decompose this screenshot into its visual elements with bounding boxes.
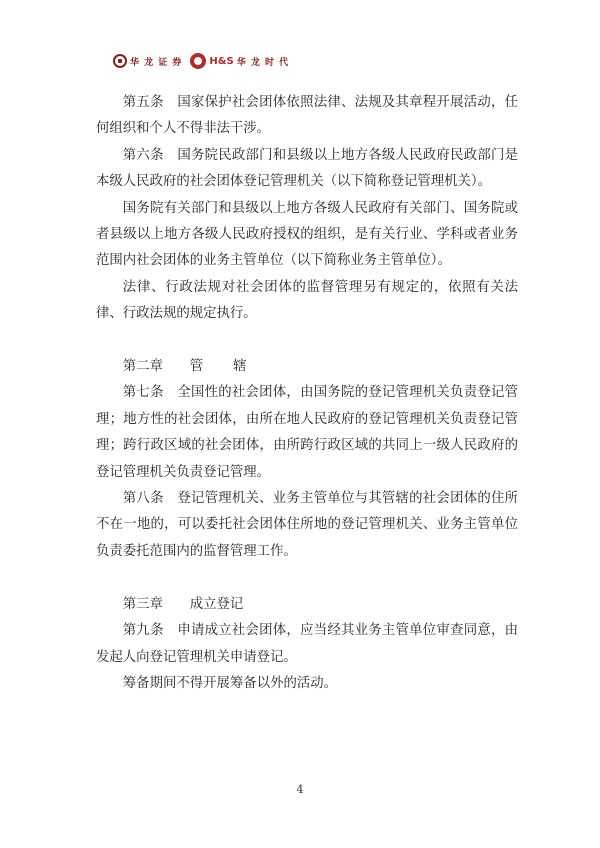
chapter-2-title-b: 辖 (233, 359, 247, 375)
article-6-para-2: 国务院有关部门和县级以上地方各级人民政府有关部门、国务院或者县级以上地方各级人民政府授权的组织，是有关行业、学科或者业务范围内社会团体的业务主管单位（以下简称业务主管单位）。 (96, 200, 518, 269)
document-body (96, 90, 518, 697)
chapter-3-title: 成立登记 (189, 596, 244, 612)
page-header (113, 50, 289, 72)
article-8: 第八条 登记管理机关、业务主管单位与其管辖的社会团体的住所不在一地的，可以委托社会团体住所地的登记管理机关、业务主管单位负责委托范围内的监督管理工作。 (96, 491, 518, 559)
article-9: 第九条 申请成立社会团体，应当经其业务主管单位审查同意，由发起人向登记管理机关申请登记。 (96, 623, 518, 665)
article-5: 第五条 国家保护社会团体依照法律、法规及其章程开展活动，任何组织和个人不得非法干涉。 (96, 95, 518, 137)
page-number: 4 (296, 783, 304, 796)
chapter-3-number: 第三章 (122, 596, 163, 612)
logo-hualong-securities (113, 54, 182, 68)
logo2-hs-text: H&S (209, 55, 234, 67)
chapter-2-title-a: 管 (189, 359, 204, 375)
article-6: 第六条 国务院民政部门和县级以上地方各级人民政府民政部门是本级人民政府的社会团体登记管理机关（以下简称登记管理机关）。 (96, 147, 518, 190)
logo-hs (190, 53, 289, 69)
article-9-para-2: 筹备期间不得开展筹备以外的活动。 (122, 675, 338, 691)
article-6-para-3: 法律、行政法规对社会团体的监督管理另有规定的，依照有关法律、行政法规的规定执行。 (96, 279, 518, 322)
chapter-2-heading (96, 354, 518, 380)
logo2-text: 华 龙 时 代 (236, 57, 290, 68)
hualong-logo-icon (113, 54, 127, 68)
hs-logo-icon (190, 53, 206, 69)
article-7: 第七条 全国性的社会团体，由国务院的登记管理机关负责登记管理；地方性的社会团体，由所在地人民政府的登记管理机关负责登记管理；跨行政区域的社会团体，由所跨行政区域的共同上一级人民政府的登记管理机关负责登记管理。 (96, 385, 518, 480)
chapter-3-heading (96, 592, 518, 618)
logo1-text: 华 龙 证 券 (130, 57, 183, 68)
chapter-2-number: 第二章 (122, 359, 163, 375)
